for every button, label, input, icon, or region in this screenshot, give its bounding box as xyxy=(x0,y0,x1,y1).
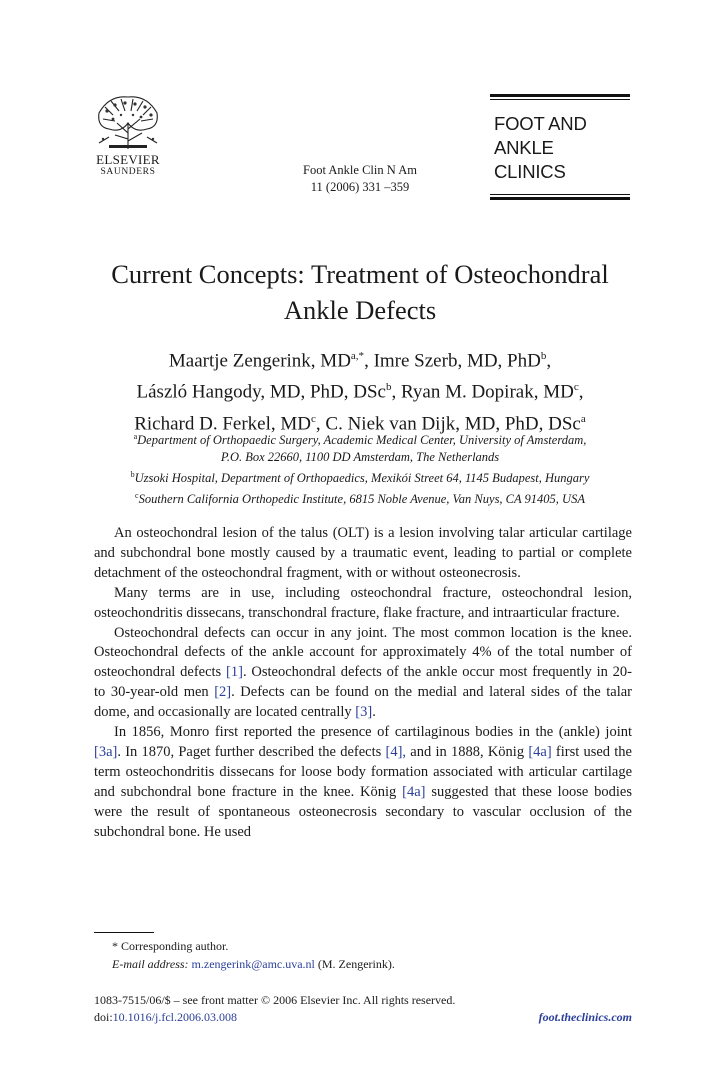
author-name: Imre Szerb, MD, PhD xyxy=(373,350,541,372)
brand-rule-bottom xyxy=(490,197,630,200)
journal-volume-pages: 11 (2006) 331 –359 xyxy=(310,180,410,194)
publisher-logo xyxy=(93,93,163,181)
title-line-2: Ankle Defects xyxy=(283,295,437,325)
logo-wordmark-saunders: SAUNDERS xyxy=(100,167,156,177)
body-text-run: . xyxy=(372,704,376,721)
email-suffix: (M. Zengerink). xyxy=(314,957,395,971)
body-text-run: suggested that these loose bodies were the result of spontaneous osteonecrosis secondary to vascular occlusion of the subchondral bone. He used xyxy=(94,783,632,840)
author-name: Ryan M. Dopirak, MD xyxy=(400,381,574,403)
brand-rule-top-thin xyxy=(490,99,630,100)
body-paragraph-3 xyxy=(94,624,632,724)
brand-rule-bottom-thin xyxy=(490,194,630,195)
corresponding-author-note: * Corresponding author. xyxy=(112,939,229,953)
author-separator: , xyxy=(391,381,401,403)
body-text-run: . Osteochondral defects of the ankle occur most frequently in 20- to 30-year-old men xyxy=(94,664,632,701)
body-text-run: . Defects can be found on the medial and lateral sides of the talar dome, and occasionally are located centrally xyxy=(94,684,633,721)
affiliation-mark: b xyxy=(130,470,135,480)
author-name: C. Niek van Dijk, MD, PhD, DSc xyxy=(325,412,581,434)
page-footer xyxy=(94,992,632,1026)
author-line-1 xyxy=(60,343,660,374)
affiliation-a-line2: P.O. Box 22660, 1100 DD Amsterdam, The Netherlands xyxy=(220,450,500,465)
affiliation-text: Uzsoki Hospital, Department of Orthopaedics, Mexikói Street 64, 1145 Budapest, Hungary xyxy=(134,471,590,486)
author-list xyxy=(60,343,660,437)
body-paragraph-2: Many terms are in use, including osteochondral fracture, osteochondral lesion, osteochondritis dissecans, transchondral fracture, flake fracture, and intraarticular fracture. xyxy=(94,584,632,621)
body-paragraph-1: An osteochondral lesion of the talus (OLT) is a lesion involving talar articular cartilage and subchondral bone mostly caused by a traumatic event, leading to partial or complete detachment of the osteochondral fragment, with or without osteonecrosis. xyxy=(94,525,632,581)
affiliation-c xyxy=(60,487,660,508)
email-note xyxy=(94,955,632,973)
doi-link[interactable]: 10.1016/j.fcl.2006.03.008 xyxy=(112,1010,237,1024)
logo-wordmark-elsevier: ELSEVIER xyxy=(96,152,160,167)
journal-citation xyxy=(270,162,450,196)
reference-link[interactable]: [4], xyxy=(385,743,407,760)
author-name: Maartje Zengerink, MD xyxy=(168,350,351,372)
journal-url-link[interactable]: foot.theclinics.com xyxy=(538,1010,632,1024)
affiliation-mark: c xyxy=(135,491,139,501)
author-affiliation-mark: b xyxy=(385,381,392,394)
brand-line-1: FOOT AND xyxy=(494,113,587,134)
body-text-run: . In 1870, Paget further described the defects xyxy=(117,743,386,760)
author-affiliation-mark: c xyxy=(311,412,316,425)
reference-link[interactable]: [4a] xyxy=(528,743,552,760)
doi-label: doi: xyxy=(94,1010,113,1024)
article-title xyxy=(60,256,660,328)
author-name: László Hangody, MD, PhD, DSc xyxy=(136,381,386,403)
author-affiliation-mark: c xyxy=(573,381,579,394)
body-paragraph-4 xyxy=(94,723,632,842)
affiliation-b xyxy=(60,466,660,487)
affiliation-list xyxy=(60,428,660,508)
reference-link[interactable]: [3a] xyxy=(94,743,118,760)
affiliation-text: Southern California Orthopedic Institute, 6815 Noble Avenue, Van Nuys, CA 91405, USA xyxy=(138,492,585,507)
reference-link[interactable]: [2] xyxy=(214,684,232,701)
affiliation-text: Department of Orthopaedic Surgery, Academic Medical Center, University of Amsterdam, xyxy=(137,433,587,448)
author-affiliation-mark: a,* xyxy=(350,350,365,362)
body-text-run: first used the term osteochondritis dissecans for loose body formation associated with articular cartilage and subchondral bone fracture in the knee. König xyxy=(94,743,632,800)
author-separator: , xyxy=(315,412,326,434)
footnote-rule xyxy=(94,932,154,933)
journal-brand xyxy=(490,94,630,190)
author-name: Richard D. Ferkel, MD xyxy=(134,412,312,434)
reference-link[interactable]: [4a] xyxy=(402,783,426,800)
reference-link[interactable]: [1] xyxy=(226,664,243,681)
author-separator: , xyxy=(578,381,584,403)
body-text-run: Osteochondral defects can occur in any joint. The most common location is the knee. Osteochondral defects of the ankle account for approximately 4% of the total number of osteochondral defects xyxy=(94,624,632,681)
author-separator: , xyxy=(546,350,552,372)
author-affiliation-mark: a xyxy=(580,412,586,425)
reference-link[interactable]: [3] xyxy=(355,704,373,721)
email-label: E-mail address: xyxy=(112,957,189,971)
affiliation-a xyxy=(60,428,660,449)
author-separator: , xyxy=(364,350,374,372)
brand-rule-top xyxy=(490,94,630,97)
author-line-2 xyxy=(60,374,660,405)
footnotes xyxy=(94,937,632,973)
body-text-run: In 1856, Monro first reported the presence of cartilaginous bodies in the (ankle) joint xyxy=(114,724,632,741)
issn-copyright: 1083-7515/06/$ – see front matter © 2006 Elsevier Inc. All rights reserved. xyxy=(94,993,456,1007)
brand-line-2: ANKLE CLINICS xyxy=(494,137,566,182)
author-affiliation-mark: b xyxy=(540,350,547,362)
journal-brand-name xyxy=(494,112,630,184)
title-line-1: Current Concepts: Treatment of Osteochondral xyxy=(111,259,609,289)
body-text-run: and in 1888, König xyxy=(406,743,529,760)
email-link[interactable]: m.zengerink@amc.uva.nl xyxy=(191,957,315,971)
article-body xyxy=(94,524,632,843)
elsevier-tree-icon xyxy=(95,93,161,151)
affiliation-mark: a xyxy=(133,432,138,441)
journal-abbrev: Foot Ankle Clin N Am xyxy=(303,163,417,177)
